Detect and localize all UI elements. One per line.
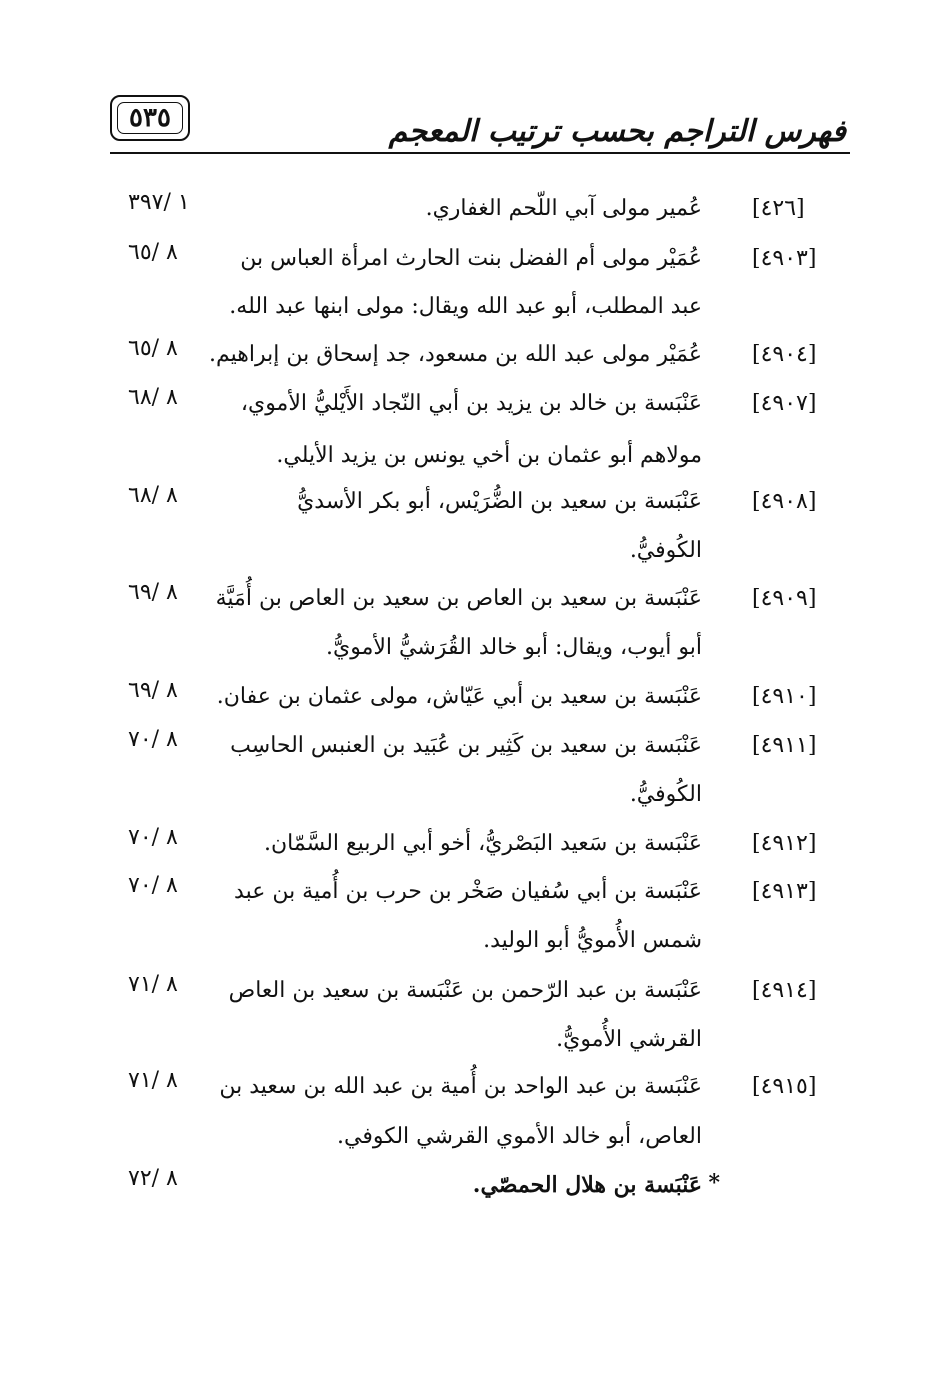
- entry-number: [٤٩١٤]: [752, 978, 817, 1003]
- header-rule: [110, 152, 850, 154]
- entry-text-continued: الكُوفيُّ.: [629, 538, 702, 563]
- entry-text: عُمير مولى آبي اللّحم الغفاري.: [425, 196, 702, 221]
- entry-number: [٤٩٠٨]: [752, 489, 817, 514]
- entry-reference: ٨ /٧٢: [128, 1166, 178, 1191]
- entry-text-continued: عبد المطلب، أبو عبد الله ويقال: مولى ابنها عبد الله.: [229, 294, 702, 319]
- entry-text-continued: العاص، أبو خالد الأموي القرشي الكوفي.: [336, 1124, 702, 1149]
- entry-reference: ٨ /٧٠: [128, 873, 178, 898]
- entry-number: [٤٢٦]: [752, 196, 805, 221]
- entry-number: [٤٩١٥]: [752, 1074, 817, 1099]
- entry-number: [٤٩٠٩]: [752, 586, 817, 611]
- entry-text-continued: مولاهم أبو عثمان بن أخي يونس بن يزيد الأيلي.: [276, 443, 702, 468]
- entry-reference: ٨ /٦٥: [128, 240, 178, 265]
- entry-reference: ٨ /٦٨: [128, 385, 178, 410]
- entry-number: [٤٩٠٣]: [752, 246, 817, 271]
- entry-text: عَنْبَسة بن سعيد بن أبي عَيّاش، مولى عثمان بن عفان.: [216, 684, 702, 709]
- entry-text-continued: شمس الأُمويُّ أبو الوليد.: [483, 928, 702, 953]
- entry-reference: ١ /٣٩٧: [128, 190, 190, 215]
- entry-number: [٤٩١٢]: [752, 831, 817, 856]
- entry-reference: ٨ /٧١: [128, 972, 178, 997]
- entry-text: عَنْبَسة بن أبي سُفيان صَخْر بن حرب بن أُمية بن عبد: [234, 879, 702, 904]
- entry-reference: ٨ /٦٩: [128, 580, 178, 605]
- entry-text: عَنْبَسة بن سعيد بن العاص بن سعيد بن العاص بن أُمَيَّة: [215, 586, 702, 611]
- entry-number: [٤٩١١]: [752, 733, 817, 758]
- entry-reference: ٨ /٧٠: [128, 727, 178, 752]
- entry-number: [٤٩٠٧]: [752, 391, 817, 416]
- entry-number: [٤٩١٠]: [752, 684, 817, 709]
- entry-star-marker: *: [708, 1170, 720, 1196]
- entry-reference: ٨ /٧٠: [128, 825, 178, 850]
- entry-text-continued: القرشي الأُمويُّ.: [556, 1027, 702, 1052]
- entry-text: عَنْبَسة بن سَعيد البَصْريُّ، أخو أبي الربيع السَّمّان.: [264, 831, 702, 856]
- entry-text: عَنْبَسة بن عبد الواحد بن أُمية بن عبد الله بن سعيد بن: [219, 1074, 702, 1099]
- entry-text: عَنْبَسة بن خالد بن يزيد بن أبي النّجاد الأَيْليُّ الأموي،: [240, 391, 702, 416]
- entry-text: عَنْبَسة بن سعيد بن الضُّرَيْس، أبو بكر الأسديُّ: [297, 489, 702, 514]
- entry-text-continued: أبو أيوب، ويقال: أبو خالد القُرَشيُّ الأمويُّ.: [326, 635, 702, 660]
- entry-reference: ٨ /٦٩: [128, 678, 178, 703]
- entry-reference: ٨ /٦٨: [128, 483, 178, 508]
- entry-text-continued: الكُوفيُّ.: [629, 782, 702, 807]
- page-number: ٥٣٥: [129, 103, 171, 133]
- entry-number: [٤٩١٣]: [752, 879, 817, 904]
- entry-reference: ٨ /٦٥: [128, 336, 178, 361]
- running-title: فهرس التراجم بحسب ترتيب المعجم: [388, 114, 846, 149]
- entry-starred-text: عَنْبَسة بن هلال الحمصّي.: [472, 1172, 702, 1198]
- entry-reference: ٨ /٧١: [128, 1068, 178, 1093]
- entry-text: عَنْبَسة بن سعيد بن كَثِير بن عُبَيد بن العنبس الحاسِب: [230, 733, 702, 758]
- entry-text: عُمَيْر مولى أم الفضل بنت الحارث امرأة العباس بن: [240, 246, 702, 271]
- entry-number: [٤٩٠٤]: [752, 342, 817, 367]
- page-number-frame: [110, 95, 190, 141]
- entry-text: عُمَيْر مولى عبد الله بن مسعود، جد إسحاق بن إبراهيم.: [208, 342, 702, 367]
- entry-text: عَنْبَسة بن عبد الرّحمن بن عَنْبَسة بن سعيد بن العاص: [228, 978, 702, 1003]
